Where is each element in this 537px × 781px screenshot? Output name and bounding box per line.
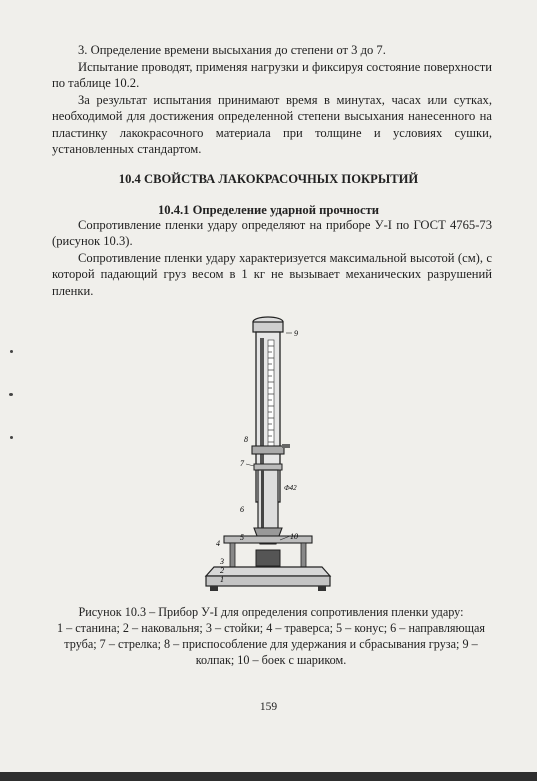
scan-speck (10, 350, 13, 353)
anvil (256, 550, 280, 566)
base-top (206, 567, 330, 576)
holder-knob (282, 444, 290, 448)
scan-bottom-edge (0, 772, 537, 781)
cap-body (253, 322, 283, 332)
label-1: 1 (220, 575, 224, 584)
scan-speck (9, 393, 13, 396)
scale-strip (268, 340, 274, 450)
holder-clamp (252, 446, 284, 454)
paragraph-drying-step: 3. Определение времени высыхания до степени от 3 до 7. (78, 43, 386, 57)
pointer (254, 464, 282, 470)
impact-tester-figure (200, 314, 360, 594)
figure-caption-legend: 1 – станина; 2 – наковальня; 3 – стойки; 4 – траверса; 5 – конус; 6 – направляющая труба; 7 – стрелка; 8 – приспособление для удержания и сбрасывания груза; 9 – колпак; 10 – боек с шариком. (56, 621, 486, 667)
traverse (224, 536, 312, 543)
label-9: 9 (294, 329, 298, 338)
label-2: 2 (220, 566, 224, 575)
base-foot-left (210, 586, 218, 591)
lower-tube-shadow (261, 470, 264, 528)
label-5: 5 (240, 533, 244, 542)
subsection-heading: 10.4.1 Определение ударной прочности (157, 203, 380, 217)
label-10: 10 (290, 532, 298, 541)
scan-speck (10, 436, 13, 439)
post-right (301, 543, 306, 567)
label-4: 4 (216, 539, 220, 548)
post-left (230, 543, 235, 567)
label-diameter: Ф42 (284, 484, 297, 492)
figure-caption-title: Рисунок 10.3 – Прибор У-I для определения сопротивления пленки удару: (78, 605, 464, 619)
page-number: 159 (259, 701, 278, 713)
base-foot-right (318, 586, 326, 591)
section-heading: 10.4 СВОЙСТВА ЛАКОКРАСОЧНЫХ ПОКРЫТИЙ (118, 172, 419, 186)
base-front (206, 576, 330, 586)
label-3: 3 (220, 557, 224, 566)
paragraph-impact-device: Сопротивление пленки удару определяют на приборе У-I по ГОСТ 4765-73 (рисунок 10.3). (52, 218, 492, 249)
paragraph-test-result: За результат испытания принимают время в минутах, часах или сутках, необходимой для достижения определенной степени высыхания нанесенного на пластинку лакокрасочного материала при толщине и условиях сушки, установленных стандартом. (52, 93, 492, 157)
label-8: 8 (244, 435, 248, 444)
paragraph-impact-definition: Сопротивление пленки удару характеризуется максимальной высотой (см), с которой падающий груз весом в 1 кг не вызывает механических разрушений пленки. (52, 251, 492, 298)
label-7: 7 (240, 459, 244, 468)
label-6: 6 (240, 505, 244, 514)
paragraph-test-method: Испытание проводят, применяя нагрузки и фиксируя состояние поверхности по таблице 10.2. (52, 60, 492, 91)
